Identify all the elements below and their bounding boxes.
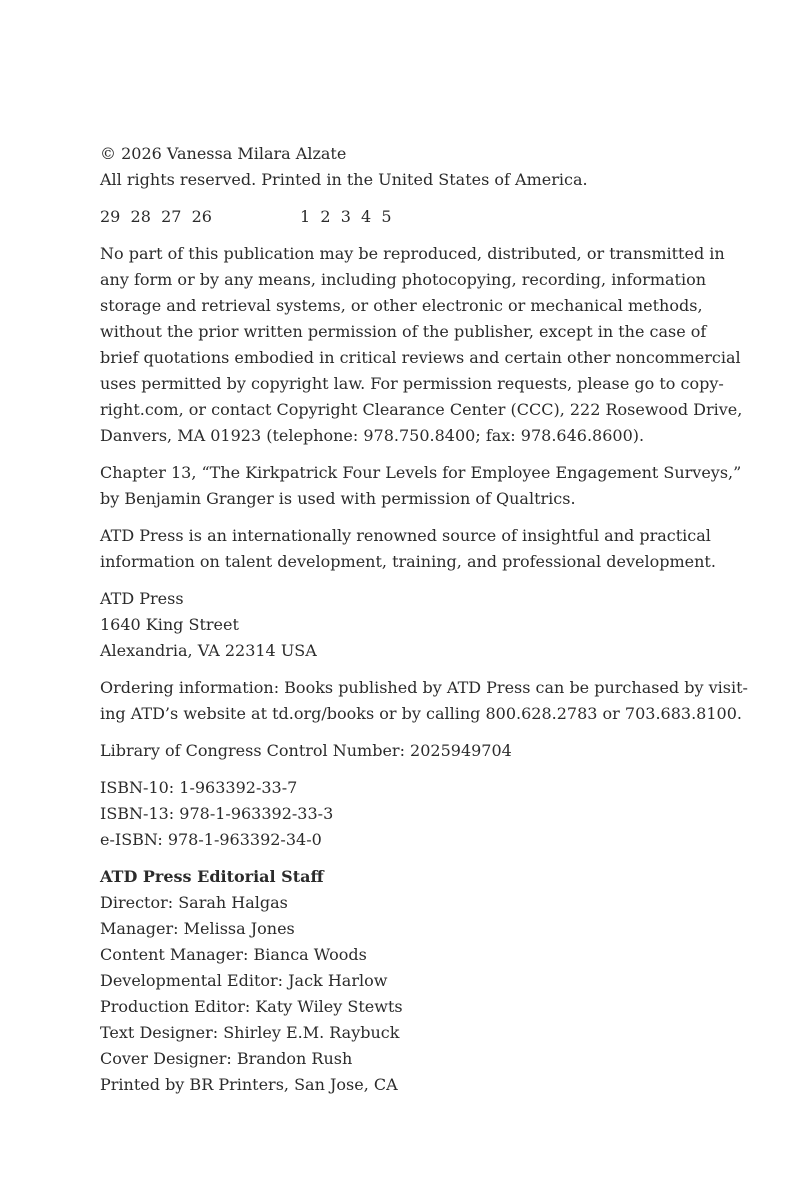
editorial-staff-heading: ATD Press Editorial Staff	[100, 867, 324, 886]
publisher-description-line: ATD Press is an internationally renowned source of insightful and practical	[100, 526, 711, 545]
permissions-line: brief quotations embodied in critical reviews and certain other noncommercial	[100, 348, 741, 367]
copyright-notice	[100, 141, 710, 193]
isbn-13: ISBN-13: 978-1-963392-33-3	[100, 804, 334, 823]
staff-production-editor: Production Editor: Katy Wiley Stewts	[100, 997, 403, 1016]
ordering-line: Ordering information: Books published by ATD Press can be purchased by visit-	[100, 678, 748, 697]
publisher-name: ATD Press	[100, 589, 184, 608]
isbn-list	[100, 775, 710, 853]
loc-line: Library of Congress Control Number: 2025949704	[100, 741, 512, 760]
publisher-description-line: information on talent development, training, and professional development.	[100, 552, 716, 571]
permissions-paragraph	[100, 241, 743, 449]
chapter-credit	[100, 460, 742, 512]
publisher-city: Alexandria, VA 22314 USA	[100, 641, 317, 660]
chapter-credit-line: by Benjamin Granger is used with permission of Qualtrics.	[100, 489, 576, 508]
staff-content-manager: Content Manager: Bianca Woods	[100, 945, 367, 964]
copyright-owner: © 2026 Vanessa Milara Alzate	[100, 144, 347, 163]
staff-cover-designer: Cover Designer: Brandon Rush	[100, 1049, 353, 1068]
rights-statement: All rights reserved. Printed in the United States of America.	[100, 170, 588, 189]
permissions-line: Danvers, MA 01923 (telephone: 978.750.8400; fax: 978.646.8600).	[100, 426, 645, 445]
e-isbn: e-ISBN: 978-1-963392-34-0	[100, 830, 322, 849]
permissions-line: No part of this publication may be reproduced, distributed, or transmitted in	[100, 244, 725, 263]
publisher-description	[100, 523, 716, 575]
staff-text-designer: Text Designer: Shirley E.M. Raybuck	[100, 1023, 400, 1042]
chapter-credit-line: Chapter 13, “The Kirkpatrick Four Levels for Employee Engagement Surveys,”	[100, 463, 742, 482]
publisher-street: 1640 King Street	[100, 615, 239, 634]
permissions-line: uses permitted by copyright law. For permission requests, please go to copy-	[100, 374, 724, 393]
publisher-address	[100, 586, 710, 664]
staff-manager: Manager: Melissa Jones	[100, 919, 295, 938]
permissions-line: without the prior written permission of the publisher, except in the case of	[100, 322, 707, 341]
permissions-line: storage and retrieval systems, or other electronic or mechanical methods,	[100, 296, 703, 315]
print-impressions: 1 2 3 4 5	[300, 207, 392, 226]
isbn-10: ISBN-10: 1-963392-33-7	[100, 778, 298, 797]
permissions-line: right.com, or contact Copyright Clearance Center (CCC), 222 Rosewood Drive,	[100, 400, 743, 419]
staff-director: Director: Sarah Halgas	[100, 893, 288, 912]
print-line	[100, 204, 710, 230]
staff-printer: Printed by BR Printers, San Jose, CA	[100, 1075, 398, 1094]
ordering-information	[100, 675, 748, 727]
print-years: 29 28 27 26	[100, 207, 212, 226]
staff-developmental-editor: Developmental Editor: Jack Harlow	[100, 971, 388, 990]
editorial-staff	[100, 864, 710, 1098]
ordering-line: ing ATD’s website at td.org/books or by calling 800.628.2783 or 703.683.8100.	[100, 704, 742, 723]
permissions-line: any form or by any means, including photocopying, recording, information	[100, 270, 707, 289]
copyright-page	[100, 141, 748, 1109]
loc-control-number	[100, 738, 710, 764]
